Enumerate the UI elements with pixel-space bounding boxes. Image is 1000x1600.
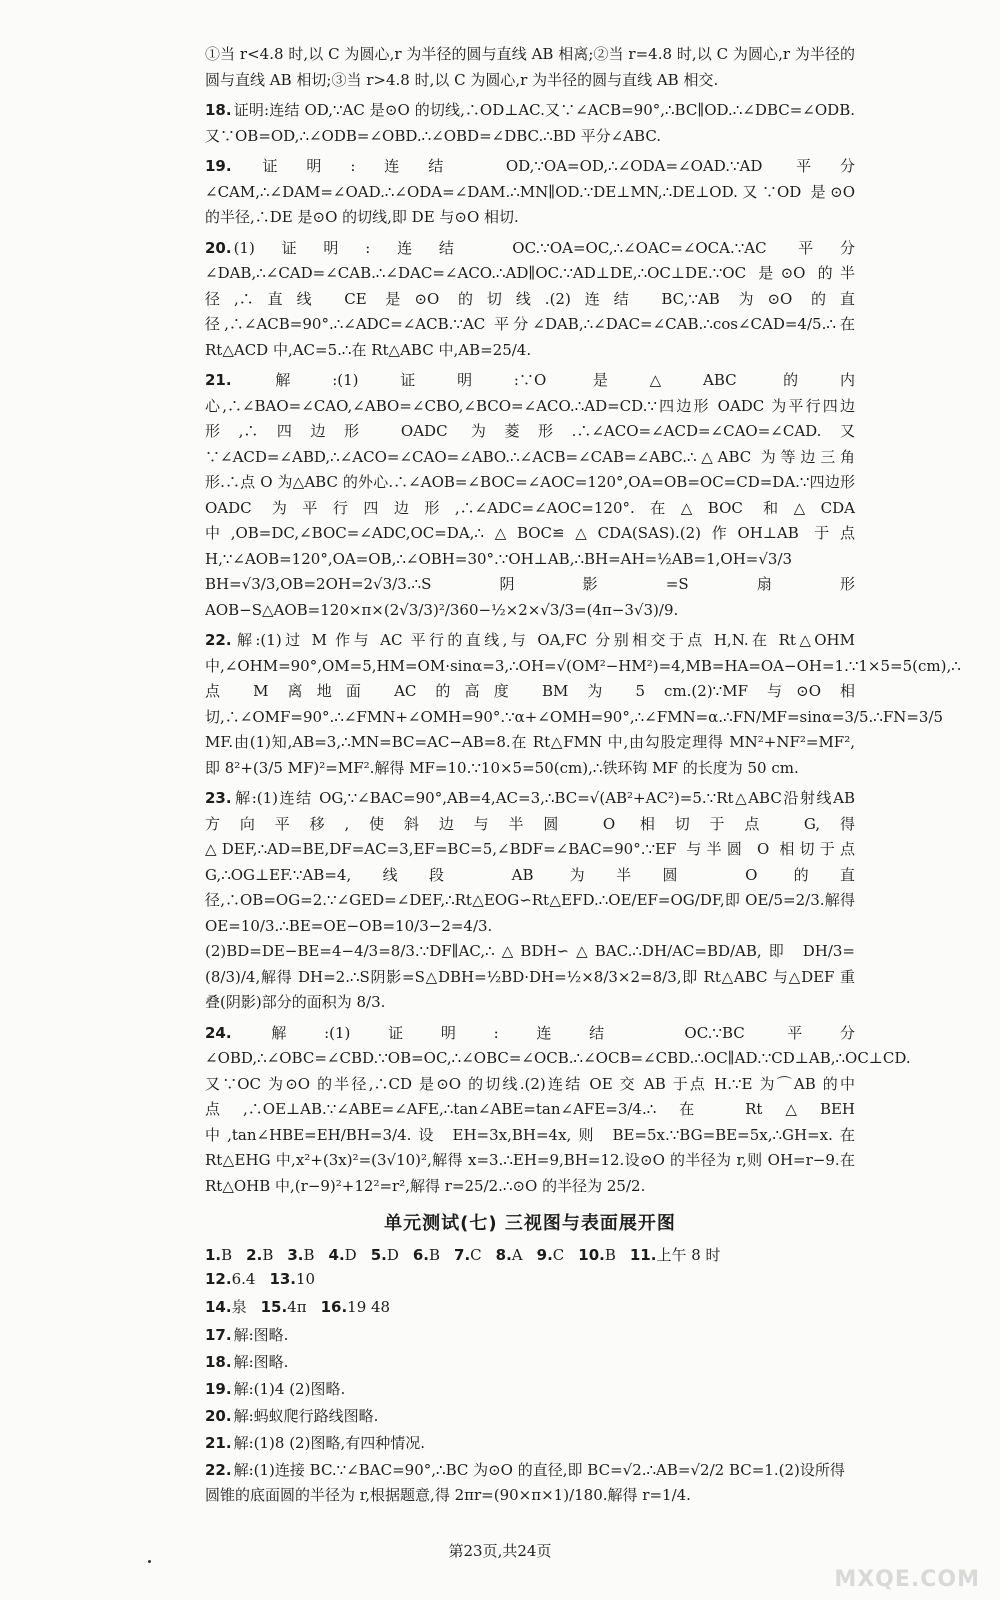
choice-answers-row-1: [205, 1243, 855, 1291]
solution-text: 证明:连结 OD,∵OA=OD,∴∠ODA=∠OAD.∵AD 平分∠CAM,∴∠DAM=∠OAD.∴∠ODA=∠DAM.∴MN∥OD.∵DE⊥MN,∴DE⊥OD.又∵OD 是⊙O 的半径,∴DE 是⊙O 的切线,即 DE 与⊙O 相切.: [205, 157, 855, 226]
question-number: 13.: [269, 1270, 297, 1288]
question-number: 19.: [205, 157, 232, 175]
question-number: 20.: [205, 238, 232, 257]
answer-value: 19 48: [347, 1298, 391, 1316]
solution-list: [205, 98, 961, 1199]
answer-value: B: [604, 1246, 616, 1264]
question-number: 19.: [205, 1380, 232, 1398]
choice-answer: [205, 1246, 232, 1264]
question-number: 6.: [412, 1246, 429, 1264]
intro-paragraph: ①当 r<4.8 时,以 C 为圆心,r 为半径的圆与直线 AB 相离;②当 r=4.8 时,以 C 为圆心,r 为半径的圆与直线 AB 相切;③当 r>4.8 时,以 C 为圆心,r 为半径的圆与直线 AB 相交.: [205, 45, 855, 89]
solution-item: [205, 1458, 855, 1508]
solution-text: 解:(1)连结 OG,∵∠BAC=90°,AB=4,AC=3,∴BC=√(AB²+AC²)=5.∵Rt△ABC沿射线AB 方向平移,使斜边与半圆 O 相切于点 G,得△DEF,∴AD=BE,DF=AC=3,EF=BC=5,∠BDF=∠BAC=90°.∵EF 与半圆 O 相切于点 G,∴OG⊥EF.∵AB=4,线段 AB 为半圆 O 的直径,∴OB=OG=2.∵∠GED=∠DEF,∴Rt△EOG∽Rt△EFD.∴OE/EF=OG/DF,即 OE/5=2/3.解得 OE=10/3.∴BE=OE−OB=10/3−2=4/3.(2)BD=DE−BE=4−4/3=8/3.∵DF∥AC,∴△BDH∽△BAC.∴DH/AC=BD/AB,即 DH/3=(8/3)/4,解得 DH=2.∴S阴影=S△DBH=½BD·DH=½×8/3×2=8/3,即 Rt△ABC 与△DEF 重叠(阴影)部分的面积为 8/3.: [205, 789, 855, 1011]
question-number: 18.: [205, 1353, 232, 1371]
answer-value: D: [386, 1246, 399, 1264]
answer-value: D: [344, 1246, 357, 1264]
question-number: 7.: [454, 1246, 471, 1264]
choice-answer: [413, 1246, 440, 1264]
answer-content: [205, 42, 961, 1510]
answer-value: C: [470, 1246, 482, 1264]
solution-item: [205, 236, 855, 364]
question-number: 22.: [205, 631, 232, 649]
answer-value: C: [552, 1246, 565, 1264]
solution-text: 解:(1)证明:∵O 是△ABC 的内心,∴∠BAO=∠CAO,∠ABO=∠CBO,∠BCO=∠ACO.∴AD=CD.∵四边形 OADC 为平行四边形,∴四边形 OADC 为菱形.∴∠ACO=∠ACD=∠CAO=∠CAD.又∵∠ACD=∠ABD,∴∠ACO=∠CAO=∠ABO.∴∠ACB=∠CAB=∠ABC.∴△ABC 为等边三角形.∴点 O 为△ABC 的外心.∴∠AOB=∠BOC=∠AOC=120°,OA=OB=OC=CD=DA.∵四边形 OADC 为平行四边形,∴∠ADC=∠AOC=120°.在△BOC 和△CDA 中,OB=DC,∠BOC=∠ADC,OC=DA,∴△BOC≌△CDA(SAS).(2)作OH⊥AB 于点 H,∵∠AOB=120°,OA=OB,∴∠OBH=30°.∵OH⊥AB,∴BH=AH=½AB=1,OH=√3/3 BH=√3/3,OB=2OH=2√3/3.∴S阴影=S扇形AOB−S△AOB=120×π×(2√3/3)²/360−½×2×√3/3=(4π−3√3)/9.: [205, 371, 855, 619]
answer-value: 泉: [231, 1298, 247, 1316]
solution-item: [205, 1021, 911, 1200]
solution-item: [205, 98, 855, 149]
solution-item: [205, 786, 855, 1016]
answer-value: B: [429, 1246, 441, 1264]
question-number: 8.: [495, 1246, 512, 1264]
solution-item: [205, 1431, 855, 1456]
question-number: 12.: [205, 1270, 232, 1288]
answer-value: A: [511, 1246, 523, 1264]
answer-value: B: [262, 1246, 274, 1264]
solution-item: [205, 1323, 855, 1348]
question-number: 3.: [287, 1246, 304, 1264]
solution-text: 解:图略.: [233, 1353, 289, 1371]
question-number: 21.: [205, 1434, 232, 1452]
choice-answer: [537, 1246, 565, 1264]
question-number: 9.: [536, 1246, 553, 1264]
solution-text: 证明:连结 OD,∵AC 是⊙O 的切线,∴OD⊥AC.又∵∠ACB=90°,∴BC∥OD.∴∠DBC=∠ODB.又∵OB=OD,∴∠ODB=∠OBD.∴∠OBD=∠DBC.∴BD 平分∠ABC.: [205, 101, 855, 145]
solution-item: [205, 1404, 855, 1429]
question-number: 17.: [205, 1326, 232, 1344]
question-number: 18.: [205, 101, 232, 119]
question-number: 24.: [205, 1023, 232, 1042]
question-number: 23.: [205, 789, 232, 807]
choice-answer: [287, 1246, 314, 1264]
section-title: 单元测试(七) 三视图与表面展开图: [384, 1213, 676, 1234]
choice-answer: [630, 1246, 721, 1264]
question-number: 10.: [578, 1246, 605, 1264]
question-number: 2.: [246, 1246, 263, 1264]
question-number: 5.: [370, 1246, 387, 1264]
solution-text: 解:蚂蚁爬行路线图略.: [233, 1407, 379, 1425]
solution-text: 解:(1)过 M 作与 AC 平行的直线,与 OA,FC 分别相交于点 H,N.在 Rt△OHM 中,∠OHM=90°,OM=5,HM=OM·sinα=3,∴OH=√(OM²−HM²)=4,MB=HA=OA−OH=1.∵1×5=5(cm),∴点 M 离地面 AC 的高度 BM 为 5 cm.(2)∵MF 与⊙O 相切,∴∠OMF=90°.∴∠FMN+∠OMH=90°.∵α+∠OMH=90°,∴∠FMN=α.∴FN/MF=sinα=3/5.∴FN=3/5 MF.由(1)知,AB=3,∴MN=BC=AC−AB=8.在 Rt△FMN 中,由勾股定理得 MN²+NF²=MF²,即 8²+(3/5 MF)²=MF².解得 MF=10.∵10×5=50(cm),∴铁环钩 MF 的长度为 50 cm.: [205, 631, 961, 777]
answer-value: B: [221, 1246, 233, 1264]
solution-text: 解:(1)4 (2)图略.: [233, 1380, 346, 1398]
choice-answer: [454, 1246, 482, 1264]
question-number: 15.: [260, 1298, 288, 1316]
choice-answer: [329, 1246, 357, 1264]
solution-item: [205, 368, 855, 623]
question-number: 20.: [205, 1407, 232, 1425]
solution-text: 解:(1)连接 BC.∵∠BAC=90°,∴BC 为⊙O 的直径,即 BC=√2.∴AB=√2/2 BC=1.(2)设所得圆锥的底面圆的半径为 r,根据题意,得 2πr=(90×π×1)/180.解得 r=1/4.: [205, 1461, 845, 1504]
answer-value: 上午 8 时: [656, 1246, 721, 1264]
question-number: 21.: [205, 371, 232, 389]
choice-answer: [578, 1246, 616, 1264]
question-number: 11.: [629, 1246, 657, 1264]
site-watermark: MXQE.COM: [834, 1567, 980, 1592]
question-number: 16.: [320, 1298, 348, 1316]
question-number: 1.: [205, 1246, 222, 1264]
solution-item: [205, 1377, 855, 1402]
choice-answer: [261, 1298, 307, 1316]
choice-answer: [205, 1298, 247, 1316]
question-number: 22.: [205, 1461, 232, 1479]
solution-item: [205, 1350, 855, 1375]
answer-value: 4π: [287, 1298, 307, 1316]
solution-text: 解:(1)证明:连结 OC.∵BC 平分∠OBD,∴∠OBC=∠CBD.∵OB=OC,∴∠OBC=∠OCB.∴∠OCB=∠CBD.∴OC∥AD.∵CD⊥AB,∴OC⊥CD.又∵OC 为⊙O 的半径,∴CD 是⊙O 的切线.(2)连结 OE 交 AB 于点 H.∵E 为⌒AB 的中点,∴OE⊥AB.∵∠ABE=∠AFE,∴tan∠ABE=tan∠AFE=3/4.∴在 Rt△BEH 中,tan∠HBE=EH/BH=3/4.设 EH=3x,BH=4x,则 BE=5x.∵BG=BE=5x,∴GH=x.在 Rt△EHG 中,x²+(3x)²=(3√10)²,解得 x=3.∴EH=9,BH=12.设⊙O 的半径为 r,则 OH=r−9.在 Rt△OHB 中,(r−9)²+12²=r²,解得 r=25/2.∴⊙O 的半径为 25/2.: [205, 1023, 911, 1195]
short-solution-list: [205, 1323, 855, 1508]
solution-item: [205, 154, 855, 231]
solution-text: (1)证明:连结 OC.∵OA=OC,∴∠OAC=∠OCA.∵AC 平分∠DAB,∴∠CAD=∠CAB.∴∠DAC=∠ACO.∴AD∥OC.∵AD⊥DE,∴OC⊥DE.∵OC 是⊙O 的半径,∴直线 CE 是⊙O 的切线.(2)连结 BC,∵AB 为⊙O 的直径,∴∠ACB=90°.∴∠ADC=∠ACB.∵AC 平分∠DAB,∴∠DAC=∠CAB.∴cos∠CAD=4/5.∴在 Rt△ACD 中,AC=5.∴在 Rt△ABC 中,AB=25/4.: [205, 238, 855, 359]
answer-value: B: [303, 1246, 315, 1264]
answer-value: 10: [296, 1270, 316, 1288]
choice-answer: [246, 1246, 273, 1264]
choice-answer: [321, 1298, 391, 1316]
solution-text: 解:(1)8 (2)图略,有四种情况.: [233, 1434, 425, 1452]
choice-answer: [371, 1246, 399, 1264]
answer-value: 6.4: [231, 1270, 256, 1288]
choice-answer: [496, 1246, 523, 1264]
page-footer: 第23页,共24页: [448, 1542, 552, 1560]
question-number: 14.: [205, 1298, 232, 1316]
solution-item: [205, 628, 961, 781]
choice-answers-row-2: [205, 1295, 855, 1319]
choice-answer: [269, 1270, 315, 1288]
choice-answer: [205, 1270, 255, 1288]
solution-text: 解:图略.: [233, 1326, 289, 1344]
question-number: 4.: [328, 1246, 345, 1264]
